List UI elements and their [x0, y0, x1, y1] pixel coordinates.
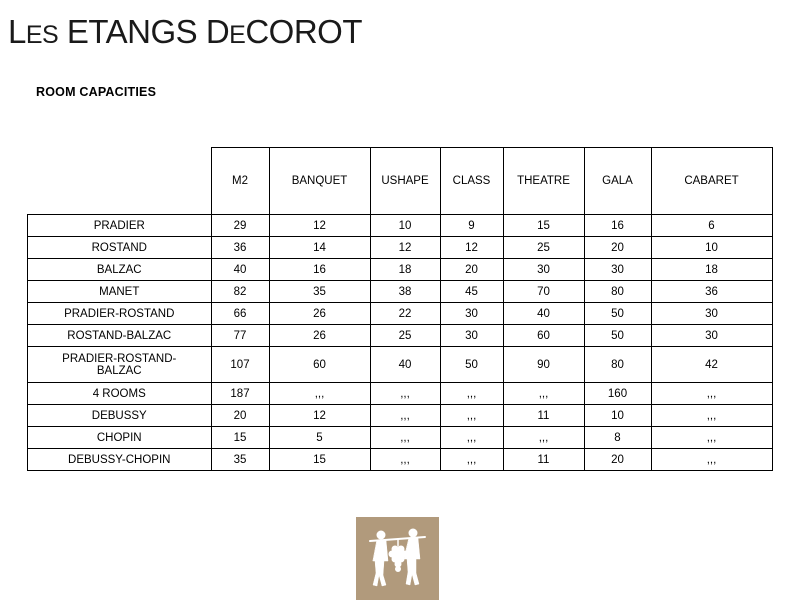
table-row [28, 303, 773, 325]
capacity-cell: 10 [584, 405, 651, 427]
column-header: CLASS [440, 148, 503, 215]
capacity-cell: 35 [211, 449, 269, 471]
capacity-cell: 38 [370, 281, 440, 303]
capacity-cell: 60 [503, 325, 584, 347]
grape-harvesters-emblem-icon [356, 517, 439, 600]
capacity-cell: 36 [211, 237, 269, 259]
table-row [28, 383, 773, 405]
capacity-cell: ,,, [440, 383, 503, 405]
capacity-cell: 26 [269, 303, 370, 325]
capacity-cell: 25 [503, 237, 584, 259]
capacity-cell: 60 [269, 347, 370, 383]
capacity-cell: 18 [370, 259, 440, 281]
capacity-cell: 30 [584, 259, 651, 281]
capacity-cell: 80 [584, 281, 651, 303]
column-header: M2 [211, 148, 269, 215]
room-name-cell: CHOPIN [28, 427, 212, 449]
capacity-cell: 10 [370, 215, 440, 237]
page-title: ROOM CAPACITIES [36, 85, 157, 99]
capacity-cell: ,,, [440, 449, 503, 471]
table-row [28, 215, 773, 237]
capacity-cell: 50 [440, 347, 503, 383]
capacity-cell: 50 [584, 303, 651, 325]
capacity-cell: 29 [211, 215, 269, 237]
room-name-cell: 4 ROOMS [28, 383, 212, 405]
capacity-cell: 30 [440, 303, 503, 325]
capacity-cell: 77 [211, 325, 269, 347]
capacity-cell: 30 [651, 303, 772, 325]
column-header: BANQUET [269, 148, 370, 215]
capacity-cell: ,,, [269, 383, 370, 405]
capacity-cell: 25 [370, 325, 440, 347]
room-name-cell: DEBUSSY [28, 405, 212, 427]
table-row [28, 237, 773, 259]
room-name-cell: ROSTAND-BALZAC [28, 325, 212, 347]
capacity-cell: 42 [651, 347, 772, 383]
capacity-cell: ,,, [651, 449, 772, 471]
brand-letters-small: ES [25, 21, 59, 49]
capacity-cell: 35 [269, 281, 370, 303]
capacity-cell: 40 [370, 347, 440, 383]
brand-letter: L [8, 13, 26, 50]
capacity-cell: 82 [211, 281, 269, 303]
capacity-cell: 30 [651, 325, 772, 347]
room-name-cell: DEBUSSY-CHOPIN [28, 449, 212, 471]
capacity-cell: 107 [211, 347, 269, 383]
capacity-cell: 50 [584, 325, 651, 347]
capacity-cell: ,,, [503, 427, 584, 449]
brand-logo-text [8, 12, 362, 55]
brand-letter: D [205, 13, 230, 50]
room-name-cell: PRADIER-ROSTAND-BALZAC [28, 347, 212, 383]
room-name-cell: MANET [28, 281, 212, 303]
column-header: USHAPE [370, 148, 440, 215]
table-row [28, 325, 773, 347]
room-name-cell: BALZAC [28, 259, 212, 281]
brand-word: COROT [245, 13, 363, 50]
capacity-cell: 12 [370, 237, 440, 259]
capacity-cell: 40 [503, 303, 584, 325]
capacity-cell: ,,, [370, 383, 440, 405]
room-name-cell: PRADIER [28, 215, 212, 237]
capacity-cell: 12 [269, 215, 370, 237]
capacity-cell: 15 [503, 215, 584, 237]
capacity-table [27, 147, 773, 471]
column-header: CABARET [651, 148, 772, 215]
capacity-cell: 80 [584, 347, 651, 383]
table-row [28, 449, 773, 471]
capacity-cell: 5 [269, 427, 370, 449]
table-header-row [28, 148, 773, 215]
capacity-cell: 30 [440, 325, 503, 347]
capacity-cell: ,,, [370, 449, 440, 471]
capacity-cell: ,,, [651, 427, 772, 449]
capacity-cell: 8 [584, 427, 651, 449]
room-name-cell: PRADIER-ROSTAND [28, 303, 212, 325]
capacity-cell: ,,, [651, 383, 772, 405]
capacity-cell: 12 [440, 237, 503, 259]
capacity-cell: ,,, [503, 383, 584, 405]
capacity-cell: 12 [269, 405, 370, 427]
capacity-cell: 15 [211, 427, 269, 449]
capacity-cell: 18 [651, 259, 772, 281]
capacity-cell: 160 [584, 383, 651, 405]
capacity-cell: 22 [370, 303, 440, 325]
table-row [28, 347, 773, 383]
table-row [28, 405, 773, 427]
capacity-cell: ,,, [651, 405, 772, 427]
capacity-cell: 16 [269, 259, 370, 281]
logo-emblem [356, 517, 439, 600]
capacity-cell: 187 [211, 383, 269, 405]
column-header: THEATRE [503, 148, 584, 215]
table-row [28, 427, 773, 449]
capacity-cell: 20 [440, 259, 503, 281]
capacity-cell: ,,, [440, 427, 503, 449]
table-row [28, 259, 773, 281]
capacity-cell: 30 [503, 259, 584, 281]
capacity-cell: 6 [651, 215, 772, 237]
capacity-cell: 10 [651, 237, 772, 259]
corner-cell [28, 148, 212, 215]
capacity-cell: 14 [269, 237, 370, 259]
brand-word: ETANGS [66, 13, 198, 50]
capacity-cell: 15 [269, 449, 370, 471]
capacity-cell: 90 [503, 347, 584, 383]
capacity-cell: 40 [211, 259, 269, 281]
capacity-cell: ,,, [370, 405, 440, 427]
capacity-cell: 45 [440, 281, 503, 303]
capacity-cell: ,,, [440, 405, 503, 427]
capacity-cell: 11 [503, 405, 584, 427]
capacity-cell: 20 [584, 237, 651, 259]
capacity-cell: 36 [651, 281, 772, 303]
column-header: GALA [584, 148, 651, 215]
capacity-cell: 20 [584, 449, 651, 471]
capacity-cell: 9 [440, 215, 503, 237]
capacity-cell: 70 [503, 281, 584, 303]
table-row [28, 281, 773, 303]
room-name-cell: ROSTAND [28, 237, 212, 259]
capacity-cell: 20 [211, 405, 269, 427]
capacity-cell: 66 [211, 303, 269, 325]
capacity-cell: 16 [584, 215, 651, 237]
brand-letters-small: E [229, 21, 246, 49]
capacity-cell: ,,, [370, 427, 440, 449]
capacity-cell: 26 [269, 325, 370, 347]
capacity-cell: 11 [503, 449, 584, 471]
